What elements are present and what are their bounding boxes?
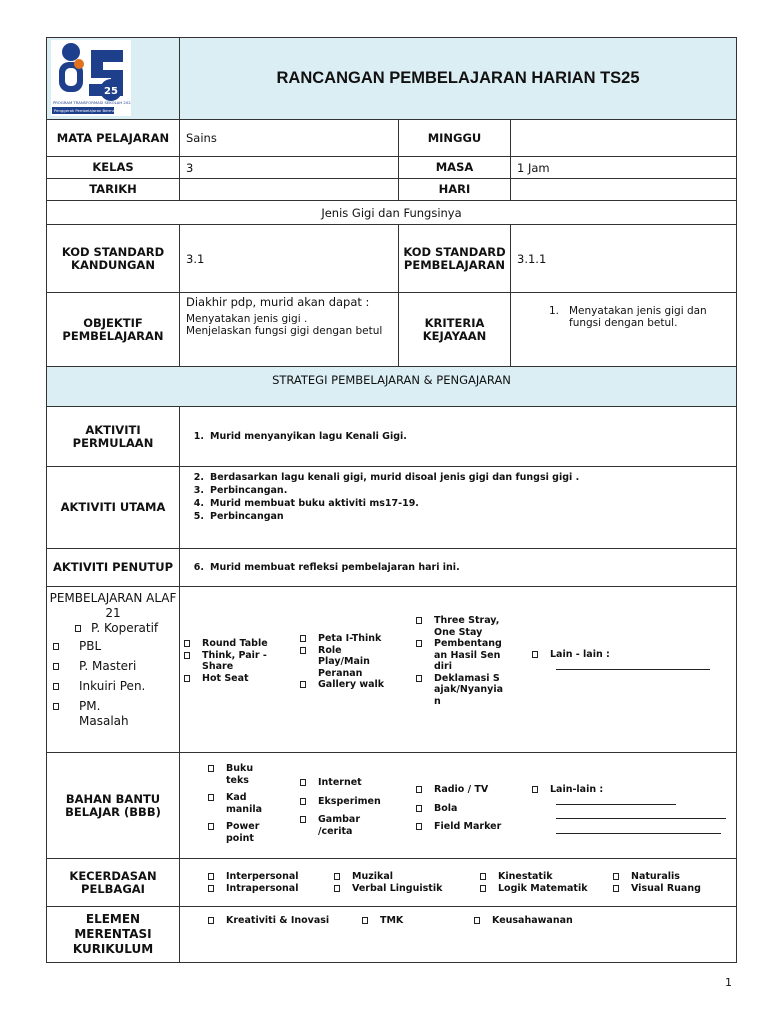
kecerdasan-col-2: Muzikal Verbal Linguistik bbox=[334, 871, 442, 894]
penutup-list bbox=[180, 561, 736, 574]
alaf-option: Role Play/Main Peranan bbox=[300, 645, 410, 680]
bbb-option: Field Marker bbox=[416, 821, 526, 833]
ksp-label: KOD STANDARD PEMBELAJARAN bbox=[399, 225, 511, 293]
masa-label: MASA bbox=[399, 157, 511, 179]
checkbox-icon[interactable] bbox=[53, 703, 59, 710]
alaf-col-1 bbox=[184, 638, 294, 684]
kecerdasan-label: KECERDASAN PELBAGAI bbox=[47, 859, 180, 907]
alaf-option: Pembentangan Hasil Sendiri bbox=[416, 638, 526, 673]
checkbox-icon[interactable] bbox=[208, 917, 214, 924]
alaf-col-3 bbox=[416, 615, 526, 707]
hari-label: HARI bbox=[399, 179, 511, 201]
checkbox-icon[interactable] bbox=[184, 675, 190, 682]
kelas-value: 3 bbox=[180, 157, 399, 179]
bbb-option: Internet bbox=[300, 777, 410, 789]
alaf-option: Inkuiri Pen. bbox=[47, 679, 179, 694]
checkbox-icon[interactable] bbox=[416, 805, 422, 812]
list-item: 2. Berdasarkan lagu kenali gigi, murid disoal jenis gigi dan fungsi gigi . bbox=[193, 472, 580, 483]
utama-list bbox=[180, 471, 736, 523]
list-item: 4. Murid membuat buku aktiviti ms17-19. bbox=[193, 498, 419, 509]
checkbox-icon[interactable] bbox=[532, 786, 538, 793]
svg-text:25: 25 bbox=[104, 86, 118, 97]
bbb-col-2 bbox=[300, 777, 410, 837]
minggu-label: MINGGU bbox=[399, 120, 511, 157]
checkbox-icon[interactable] bbox=[184, 640, 190, 647]
kriteria-text: Menyatakan jenis gigi dan fungsi dengan betul. bbox=[569, 305, 707, 329]
kriteria-label: KRITERIA KEJAYAAN bbox=[399, 293, 511, 367]
permulaan-label: AKTIVITI PERMULAAN bbox=[47, 407, 180, 467]
checkbox-icon[interactable] bbox=[416, 640, 422, 647]
ts25-logo-icon bbox=[51, 40, 131, 116]
checkbox-icon[interactable] bbox=[416, 786, 422, 793]
alaf-option: P. Masteri bbox=[47, 659, 179, 674]
alaf-label: PEMBELAJARAN ALAF 21 bbox=[49, 591, 177, 620]
kecerdasan-col-3: Kinestatik Logik Matematik bbox=[480, 871, 588, 894]
mata-label: MATA PELAJARAN bbox=[47, 120, 180, 157]
bbb-option: Buku teks bbox=[208, 763, 294, 786]
checkbox-icon[interactable] bbox=[334, 873, 340, 880]
alaf-option: Peta I-Think bbox=[300, 633, 410, 645]
list-item: 3. Perbincangan. bbox=[193, 485, 288, 496]
checkbox-icon[interactable] bbox=[53, 663, 59, 670]
svg-text:Penggerak Pembelajaran Bermakn: Penggerak Pembelajaran Bermakna bbox=[54, 108, 122, 113]
objektif-label: OBJEKTIF PEMBELAJARAN bbox=[47, 293, 180, 367]
checkbox-icon[interactable] bbox=[532, 651, 538, 658]
checkbox-icon[interactable] bbox=[300, 798, 306, 805]
bbb-lain: Lain-lain : bbox=[532, 784, 726, 837]
checkbox-icon[interactable] bbox=[184, 652, 190, 659]
utama-label: AKTIVITI UTAMA bbox=[47, 467, 180, 549]
list-item: 6. Murid membuat refleksi pembelajaran hari ini. bbox=[193, 562, 460, 573]
bbb-lain-line[interactable] bbox=[556, 810, 726, 819]
list-item: 1. Murid menyanyikan lagu Kenali Gigi. bbox=[193, 431, 407, 442]
alaf-option: Round Table bbox=[184, 638, 294, 650]
ksk-label: KOD STANDARD KANDUNGAN bbox=[47, 225, 180, 293]
kecerdasan-col-1: Interpersonal Intrapersonal bbox=[208, 871, 299, 894]
checkbox-icon[interactable] bbox=[208, 873, 214, 880]
checkbox-icon[interactable] bbox=[480, 885, 486, 892]
topic-title: Jenis Gigi dan Fungsinya bbox=[47, 201, 737, 225]
list-item: 5. Perbincangan bbox=[193, 511, 284, 522]
logo-cell bbox=[47, 38, 180, 120]
page-title: RANCANGAN PEMBELAJARAN HARIAN TS25 bbox=[276, 69, 640, 87]
objektif-line-2: Menjelaskan fungsi gigi dengan betul bbox=[186, 325, 383, 337]
checkbox-icon[interactable] bbox=[334, 885, 340, 892]
emk-cell bbox=[180, 907, 737, 963]
objektif-cell bbox=[180, 293, 399, 367]
masa-value: 1 Jam bbox=[511, 157, 737, 179]
checkbox-icon[interactable] bbox=[208, 794, 214, 801]
svg-text:PROGRAM TRANSFORMASI SEKOLAH 2: PROGRAM TRANSFORMASI SEKOLAH 2025 bbox=[53, 100, 131, 105]
bbb-option: Gambar /cerita bbox=[300, 814, 410, 837]
checkbox-icon[interactable] bbox=[613, 873, 619, 880]
kecerdasan-cell bbox=[180, 859, 737, 907]
alaf-lain-line[interactable] bbox=[556, 661, 710, 670]
bbb-lain-line[interactable] bbox=[556, 825, 721, 834]
checkbox-icon[interactable] bbox=[362, 917, 368, 924]
checkbox-icon[interactable] bbox=[300, 816, 306, 823]
permulaan-list bbox=[180, 430, 736, 443]
checkbox-icon[interactable] bbox=[208, 885, 214, 892]
alaf-option: Deklamasi Sajak/Nyanyian bbox=[416, 673, 526, 708]
checkbox-icon[interactable] bbox=[75, 625, 81, 632]
lesson-plan-page bbox=[46, 37, 736, 963]
kelas-label: KELAS bbox=[47, 157, 180, 179]
checkbox-icon[interactable] bbox=[300, 779, 306, 786]
bbb-option: Powerpoint bbox=[208, 821, 294, 844]
emk-option: TMK bbox=[362, 915, 403, 927]
checkbox-icon[interactable] bbox=[613, 885, 619, 892]
alaf-col-2 bbox=[300, 633, 410, 691]
bbb-label: BAHAN BANTU BELAJAR (BBB) bbox=[47, 753, 180, 859]
alaf-cell bbox=[47, 587, 180, 753]
penutup-cell bbox=[180, 549, 737, 587]
checkbox-icon[interactable] bbox=[300, 647, 306, 654]
checkbox-icon[interactable] bbox=[53, 683, 59, 690]
kecerdasan-col-4: Naturalis Visual Ruang bbox=[613, 871, 701, 894]
bbb-lain-line[interactable] bbox=[556, 796, 676, 805]
checkbox-icon[interactable] bbox=[480, 873, 486, 880]
objektif-intro: Diakhir pdp, murid akan dapat : bbox=[186, 295, 370, 309]
kriteria-cell bbox=[511, 293, 737, 367]
checkbox-icon[interactable] bbox=[416, 617, 422, 624]
alaf-option: Hot Seat bbox=[184, 673, 294, 685]
kriteria-num: 1. bbox=[548, 305, 559, 317]
emk-option: Keusahawanan bbox=[474, 915, 573, 927]
alaf-option: Three Stray, One Stay bbox=[416, 615, 526, 638]
alaf-option: PBL bbox=[47, 639, 179, 654]
page-number: 1 bbox=[725, 976, 732, 989]
checkbox-icon[interactable] bbox=[416, 675, 422, 682]
bbb-option: Bola bbox=[416, 803, 526, 815]
bbb-options-cell bbox=[180, 753, 737, 859]
strategi-heading: STRATEGI PEMBELAJARAN & PENGAJARAN bbox=[47, 367, 737, 407]
alaf-lain: Lain - lain : bbox=[532, 649, 710, 673]
utama-cell bbox=[180, 467, 737, 549]
alaf-option: Think, Pair - Share bbox=[184, 650, 294, 673]
permulaan-cell bbox=[180, 407, 737, 467]
checkbox-icon[interactable] bbox=[208, 765, 214, 772]
objektif-line-1: Menyatakan jenis gigi . bbox=[186, 313, 308, 325]
checkbox-icon[interactable] bbox=[300, 635, 306, 642]
checkbox-icon[interactable] bbox=[300, 681, 306, 688]
tarikh-value bbox=[180, 179, 399, 201]
emk-option: Kreativiti & Inovasi bbox=[208, 915, 329, 927]
alaf-option: P. Koperatif bbox=[47, 621, 179, 636]
ksk-value: 3.1 bbox=[180, 225, 399, 293]
penutup-label: AKTIVITI PENUTUP bbox=[47, 549, 180, 587]
lesson-plan-table bbox=[46, 37, 737, 963]
checkbox-icon[interactable] bbox=[208, 823, 214, 830]
alaf-option: PM. Masalah bbox=[47, 699, 179, 729]
bbb-option: Kad manila bbox=[208, 792, 294, 815]
bbb-col-1 bbox=[208, 763, 294, 844]
checkbox-icon[interactable] bbox=[53, 643, 59, 650]
mata-value: Sains bbox=[180, 120, 399, 157]
bbb-col-3 bbox=[416, 784, 526, 833]
emk-label: ELEMEN MERENTASI KURIKULUM bbox=[47, 907, 180, 963]
tarikh-label: TARIKH bbox=[47, 179, 180, 201]
hari-value bbox=[511, 179, 737, 201]
minggu-value bbox=[511, 120, 737, 157]
alaf-options-cell bbox=[180, 587, 737, 753]
checkbox-icon[interactable] bbox=[474, 917, 480, 924]
checkbox-icon[interactable] bbox=[416, 823, 422, 830]
bbb-option: Radio / TV bbox=[416, 784, 526, 796]
alaf-option: Gallery walk bbox=[300, 679, 410, 691]
bbb-option: Eksperimen bbox=[300, 796, 410, 808]
header-title-cell bbox=[180, 38, 737, 120]
ksp-value: 3.1.1 bbox=[511, 225, 737, 293]
